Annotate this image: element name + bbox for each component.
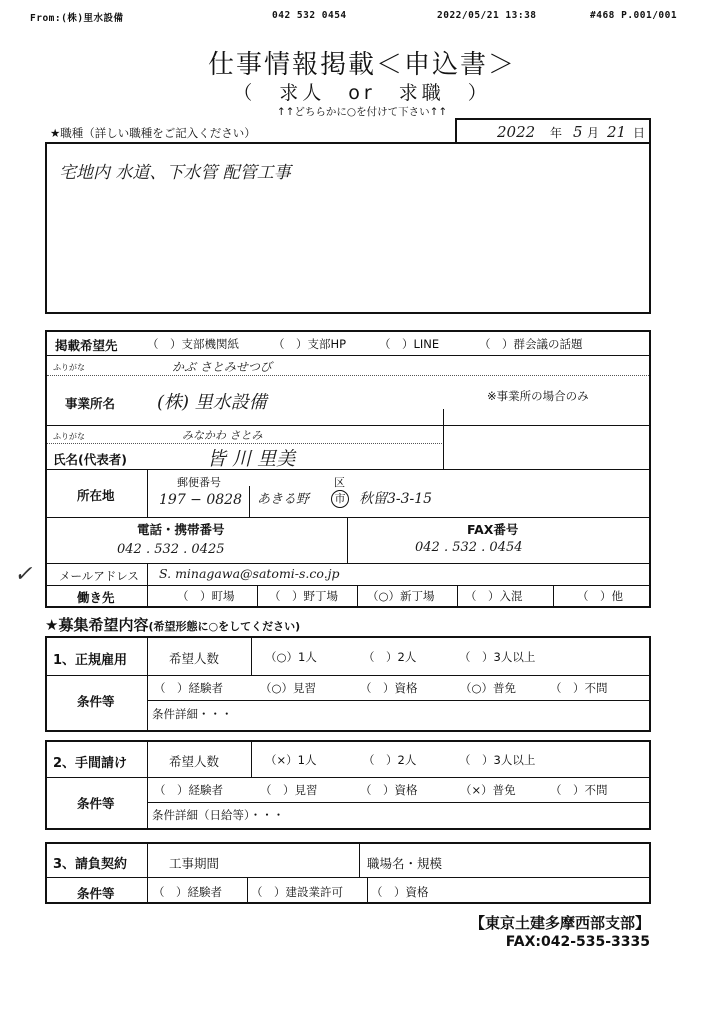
fax-page: #468 P.001/001 — [590, 10, 678, 21]
section3-cond-construction-permit[interactable]: （ ）建設業許可 — [251, 885, 343, 899]
section2-count-1[interactable]: （×）1人 — [265, 753, 317, 767]
section2-count-label: 希望人数 — [169, 754, 220, 769]
address-label: 所在地 — [77, 488, 115, 503]
workplace-option-nochoba[interactable]: （ ）野丁場 — [269, 589, 338, 603]
instruction-text: ↑↑どちらかに○を付けて下さい↑↑ — [276, 106, 448, 118]
section2-cond-drivers-license[interactable]: （×）普免 — [460, 783, 516, 797]
section2-count-3[interactable]: （ ）3人以上 — [459, 753, 536, 767]
furigana-label-1: ふりがな — [53, 363, 85, 372]
date-day[interactable]: 21 — [607, 123, 627, 141]
section1-cond-any[interactable]: （ ）不問 — [550, 681, 608, 695]
date-month[interactable]: 5 — [573, 123, 583, 141]
day-char: 日 — [633, 126, 646, 140]
section3-cond-experienced[interactable]: （ ）経験者 — [153, 885, 222, 899]
fax-label: FAX番号 — [467, 522, 519, 537]
section1-cond-label: 条件等 — [77, 694, 115, 709]
email-row — [47, 564, 649, 586]
section1-count-2[interactable]: （ ）2人 — [363, 650, 417, 664]
section2-cond-any[interactable]: （ ）不問 — [550, 783, 608, 797]
rep-furigana[interactable]: みなかわ さとみ — [182, 429, 263, 442]
fax-from: From:(株)里水設備 — [30, 13, 124, 24]
section2-table — [45, 740, 651, 830]
business-row — [47, 376, 649, 426]
email-value[interactable]: S. minagawa@satomi-s.co.jp — [159, 566, 340, 581]
city-mark[interactable]: 市 — [331, 490, 349, 508]
section1-cond-drivers-license[interactable]: （○）普免 — [460, 681, 517, 695]
section2-cond-experienced[interactable]: （ ）経験者 — [154, 783, 223, 797]
section3-label: 3、請負契約 — [53, 857, 128, 872]
section1-detail-label: 条件詳細・・・ — [152, 707, 233, 721]
margin-check-mark: ✓ — [14, 562, 33, 587]
section2-cond-apprentice[interactable]: （ ）見習 — [260, 783, 318, 797]
postal-label: 郵便番号 — [177, 476, 221, 489]
business-furigana-row — [47, 356, 649, 376]
address-row — [47, 470, 649, 518]
footer-org: 【東京土建多摩西部支部】 — [469, 914, 650, 932]
furigana-label-2: ふりがな — [53, 432, 85, 441]
section3-period-label: 工事期間 — [169, 856, 220, 871]
section1-count-label: 希望人数 — [169, 651, 220, 666]
section1-table — [45, 636, 651, 732]
date-year[interactable]: 2022 — [497, 123, 536, 141]
section1-label: 1、正規雇用 — [53, 653, 128, 668]
workplace-label: 働き先 — [77, 590, 115, 605]
recruit-heading-note: (希望形態に○をしてください) — [148, 620, 301, 633]
listing-label: 掲載希望先 — [55, 338, 118, 353]
section1-detail-field[interactable] — [147, 700, 649, 730]
workplace-option-irikon[interactable]: （ ）入混 — [465, 589, 523, 603]
section1-count-3[interactable]: （ ）3人以上 — [459, 650, 536, 664]
listing-option-bulletin[interactable]: （ ）支部機関紙 — [147, 337, 239, 351]
business-value[interactable]: (株) 里水設備 — [157, 392, 267, 413]
footer-fax: FAX:042-535-3335 — [505, 934, 650, 950]
section3-cond-label: 条件等 — [77, 886, 115, 901]
applicant-info-table — [45, 330, 651, 608]
recruit-heading-text: ★募集希望内容 — [45, 616, 149, 634]
email-label: メールアドレス — [59, 569, 139, 583]
listing-row — [47, 332, 649, 356]
section2-detail-label: 条件詳細（日給等）・・・ — [152, 808, 285, 822]
section2-detail-field[interactable] — [147, 802, 649, 828]
listing-option-meeting[interactable]: （ ）群会議の話題 — [479, 337, 583, 351]
phone-value[interactable]: 042 . 532 . 0425 — [117, 542, 225, 557]
occupation-content[interactable]: 宅地内 水道、下水管 配管工事 — [59, 163, 291, 183]
ward-label: 区 — [334, 476, 345, 489]
phone-label: 電話・携帯番号 — [137, 522, 225, 537]
section1-cond-apprentice[interactable]: （○）見習 — [260, 681, 317, 695]
business-furigana[interactable]: かぶ さとみせつび — [172, 360, 272, 374]
section3-cond-license[interactable]: （ ）資格 — [371, 885, 429, 899]
section1-count-1[interactable]: （○）1人 — [265, 650, 317, 664]
section2-cond-license[interactable]: （ ）資格 — [360, 783, 418, 797]
recruit-heading — [45, 614, 300, 635]
workplace-option-machiba[interactable]: （ ）町場 — [177, 589, 235, 603]
business-label: 事業所名 — [65, 396, 116, 411]
rep-label: 氏名(代表者) — [53, 452, 127, 467]
section1-cond-license[interactable]: （ ）資格 — [360, 681, 418, 695]
form-title: 仕事情報掲載＜申込書＞ — [207, 50, 516, 80]
workplace-row — [47, 586, 649, 606]
section2-cond-label: 条件等 — [77, 796, 115, 811]
phone-fax-row — [47, 518, 649, 564]
year-char: 年 — [550, 126, 563, 140]
fax-phone: 042 532 0454 — [272, 10, 347, 21]
section2-label: 2、手間請け — [53, 756, 128, 771]
listing-option-line[interactable]: （ ）LINE — [379, 337, 440, 351]
form-subtitle: （ 求人 or 求職 ） — [233, 82, 491, 104]
postal-value[interactable]: 197 − 0828 — [159, 492, 242, 508]
section3-table — [45, 842, 651, 904]
city-text[interactable]: あきる野 — [257, 492, 310, 507]
fax-datetime: 2022/05/21 13:38 — [437, 10, 537, 21]
section1-cond-experienced[interactable]: （ ）経験者 — [154, 681, 223, 695]
rep-value[interactable]: 皆 川 里美 — [207, 448, 296, 470]
fax-value[interactable]: 042 . 532 . 0454 — [415, 540, 523, 555]
workplace-option-other[interactable]: （ ）他 — [577, 589, 623, 603]
occupation-label: ★職種（詳しい職種をご記入ください） — [50, 126, 256, 140]
rep-furigana-row — [47, 426, 444, 444]
section2-count-2[interactable]: （ ）2人 — [363, 753, 417, 767]
date-box — [455, 118, 651, 144]
section3-site-label: 職場名・規模 — [367, 856, 443, 871]
occupation-box[interactable] — [45, 142, 651, 314]
month-char: 月 — [587, 126, 600, 140]
street-value[interactable]: 秋留3-3-15 — [359, 491, 433, 507]
rep-row — [47, 444, 649, 470]
workplace-option-shinchoba[interactable]: （○）新丁場 — [367, 589, 435, 603]
listing-option-hp[interactable]: （ ）支部HP — [273, 337, 347, 351]
business-note: ※事業所の場合のみ — [487, 389, 589, 403]
